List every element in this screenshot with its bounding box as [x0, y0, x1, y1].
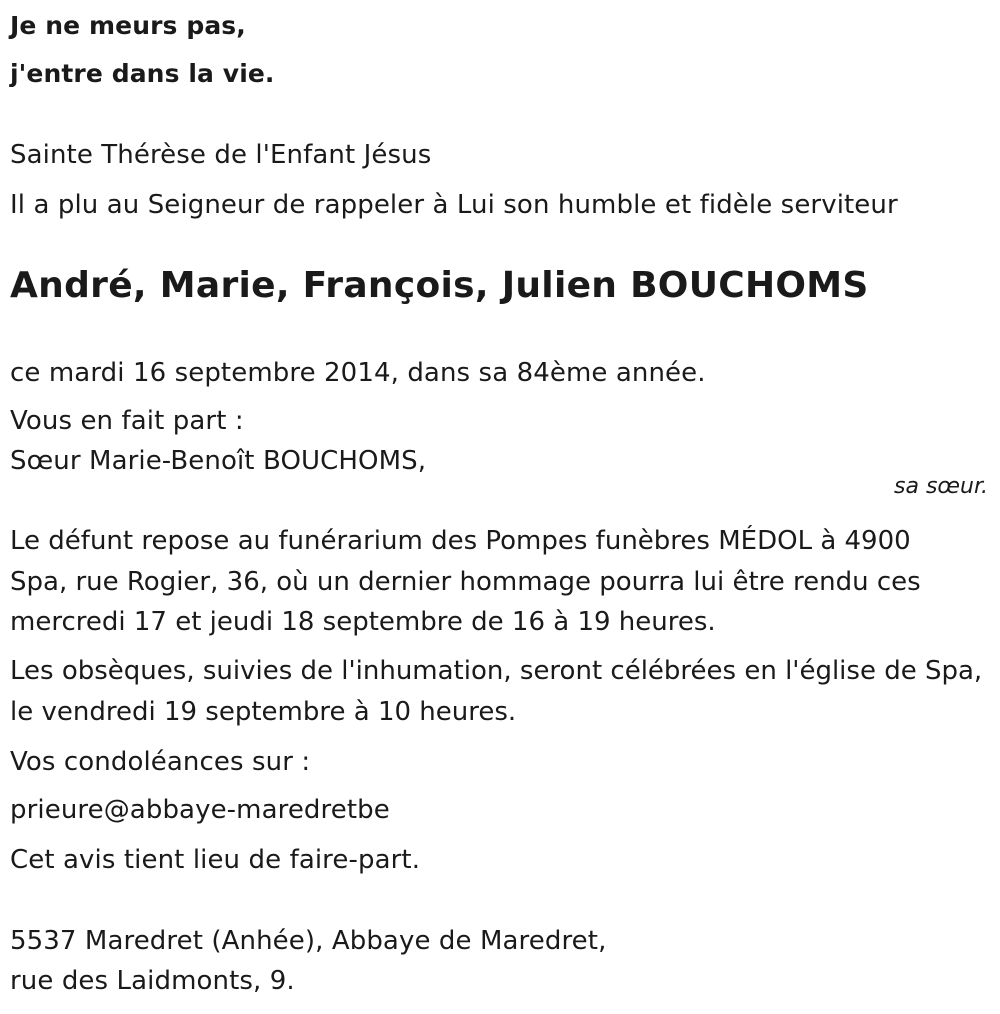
viewing-paragraph — [10, 521, 921, 643]
viewing-line: mercredi 17 et jeudi 18 septembre de 16 à 19 heures. — [10, 607, 716, 637]
date-line: ce mardi 16 septembre 2014, dans sa 84ème année. — [10, 358, 706, 388]
funeral-line: le vendredi 19 septembre à 10 heures. — [10, 696, 517, 727]
funeral-paragraph — [10, 651, 982, 732]
quote-author: Sainte Thérèse de l'Enfant Jésus — [10, 140, 432, 170]
address-line-2: rue des Laidmonts, 9. — [10, 966, 295, 996]
address-line-1: 5537 Maredret (Anhée), Abbaye de Maredret, — [10, 926, 607, 956]
quote-line-2: j'entre dans la vie. — [10, 59, 275, 88]
family-member-relation: sa sœur. — [894, 474, 988, 499]
notice-text: Cet avis tient lieu de faire-part. — [10, 845, 421, 875]
deceased-name: André, Marie, François, Julien BOUCHOMS — [10, 265, 869, 306]
condolences-email: prieure@abbaye-maredretbe — [10, 795, 390, 825]
funeral-line: Les obsèques, suivies de l'inhumation, seront célébrées en l'église de Spa, — [10, 656, 983, 686]
announcement-intro: Il a plu au Seigneur de rappeler à Lui son humble et fidèle serviteur — [10, 190, 898, 220]
viewing-line: Le défunt repose au funérarium des Pompes funèbres MÉDOL à 4900 — [10, 526, 911, 556]
family-header: Vous en fait part : — [10, 406, 244, 436]
quote-line-1: Je ne meurs pas, — [10, 11, 246, 40]
viewing-line: Spa, rue Rogier, 36, où un dernier hommage pourra lui être rendu ces — [10, 566, 921, 597]
condolences-label: Vos condoléances sur : — [10, 747, 311, 777]
family-member-name: Sœur Marie-Benoît BOUCHOMS, — [10, 446, 427, 476]
